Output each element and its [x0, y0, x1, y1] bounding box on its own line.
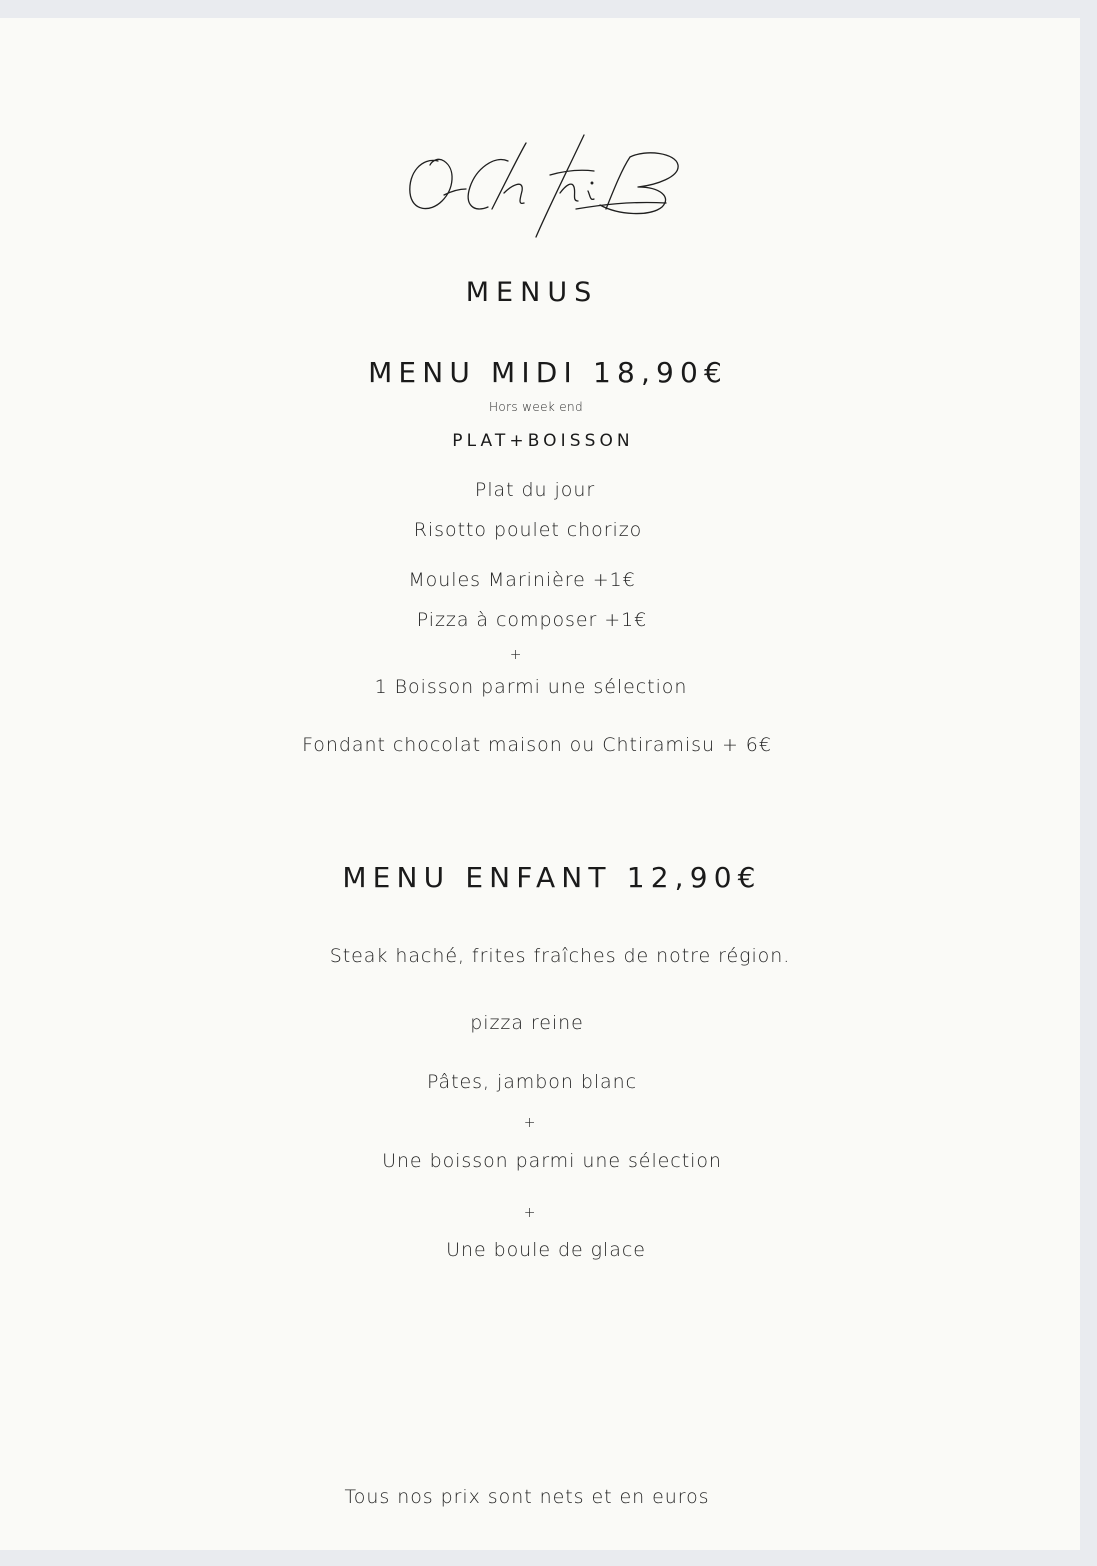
price-footer-note: Tous nos prix sont nets et en euros: [344, 1486, 710, 1508]
menu-page: [0, 18, 1080, 1550]
menu-midi-drink: 1 Boisson parmi une sélection: [374, 676, 688, 698]
menu-enfant-item: Pâtes, jambon blanc: [426, 1071, 638, 1093]
menu-enfant-item: Steak haché, frites fraîches de notre région.: [329, 945, 791, 967]
menu-midi-item: Moules Marinière +1€: [408, 569, 636, 591]
page-title: MENUS: [465, 277, 599, 308]
plus-separator: +: [523, 1115, 537, 1131]
menu-midi-item: Plat du jour: [474, 479, 596, 501]
menu-enfant-item: pizza reine: [470, 1012, 584, 1034]
menu-enfant-drink: Une boisson parmi une sélection: [382, 1150, 722, 1172]
restaurant-logo: [400, 113, 690, 238]
menu-enfant-dessert: Une boule de glace: [446, 1239, 646, 1261]
menu-midi-heading: MENU MIDI 18,90€: [368, 356, 728, 389]
plus-separator: +: [509, 647, 523, 663]
menu-midi-subheading: PLAT+BOISSON: [452, 431, 634, 451]
plus-separator: +: [523, 1205, 537, 1221]
menu-enfant-heading: MENU ENFANT 12,90€: [342, 861, 762, 894]
menu-midi-dessert: Fondant chocolat maison ou Chtiramisu + 6€: [302, 734, 772, 756]
menu-midi-item: Risotto poulet chorizo: [413, 519, 643, 541]
menu-midi-note: Hors week end: [489, 400, 583, 414]
menu-midi-item: Pizza à composer +1€: [416, 609, 648, 631]
